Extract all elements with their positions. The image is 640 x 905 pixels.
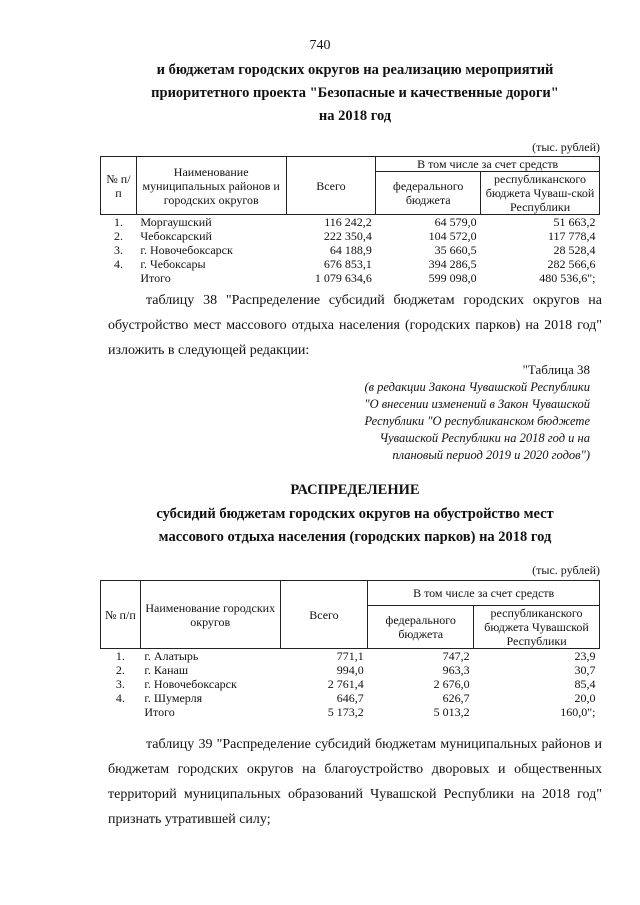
- heading1-line2: приоритетного проекта "Безопасные и качественные дороги": [151, 85, 559, 101]
- table-row: [101, 705, 600, 719]
- table1-cell-no: 3.: [113, 243, 123, 257]
- table2-header-total: Всего: [280, 581, 368, 649]
- table-row: [101, 649, 600, 664]
- table1-cell-total: 1 079 634,6: [314, 271, 372, 285]
- table2-cell-total: 5 173,2: [327, 705, 364, 719]
- table1-cell-total: 64 188,9: [329, 243, 372, 257]
- quote-line-1: (в редакции Закона Чувашской Республики: [364, 380, 590, 394]
- table-row: [101, 691, 600, 705]
- table1-cell-name: Итого: [140, 271, 171, 285]
- table2-cell-name: г. Новочебоксарск: [144, 677, 237, 691]
- table1: [100, 156, 600, 285]
- heading2-line3: массового отдыха населения (городских парков) на 2018 год: [158, 529, 552, 545]
- quote-line-5: плановый период 2019 и 2020 годов"): [392, 448, 590, 462]
- table1-cell-republic: 28 528,4: [553, 243, 596, 257]
- table2-header-name: Наименование городских округов: [140, 581, 280, 649]
- table2-cell-total: 2 761,4: [327, 677, 364, 691]
- table2-header-federal: федерального бюджета: [368, 606, 474, 649]
- table2-cell-no: 4.: [115, 691, 125, 705]
- heading1-line1: и бюджетам городских округов на реализацию мероприятий: [156, 62, 554, 78]
- table2-cell-republic: 23,9: [574, 649, 596, 663]
- table2-cell-no: 3.: [115, 677, 125, 691]
- table-row: [101, 663, 600, 677]
- table1-cell-republic: 51 663,2: [553, 215, 596, 229]
- table1-cell-total: 116 242,2: [324, 215, 372, 229]
- table1-cell-republic: 480 536,6";: [539, 271, 596, 285]
- table2-cell-name: г. Алатырь: [144, 649, 199, 663]
- table2-cell-no: 1.: [115, 649, 125, 663]
- table-row: [101, 271, 600, 285]
- table1-cell-federal: 35 660,5: [434, 243, 477, 257]
- table2-cell-name: Итого: [144, 705, 175, 719]
- table1-cell-name: г. Новочебоксарск: [140, 243, 233, 257]
- page-number: 740: [309, 38, 331, 53]
- table1-header-no: № п/п: [101, 157, 137, 215]
- table2-header-group: В том числе за счет средств: [368, 581, 600, 606]
- table2-header-no: № п/п: [101, 581, 141, 649]
- table2-cell-no: 2.: [115, 663, 125, 677]
- table1-cell-federal: 64 579,0: [434, 215, 477, 229]
- table2-cell-total: 646,7: [336, 691, 364, 705]
- table2-cell-total: 994,0: [336, 663, 364, 677]
- table1-cell-no: 4.: [113, 257, 123, 271]
- table1-cell-no: [101, 271, 137, 285]
- table2-cell-federal: 963,3: [442, 663, 470, 677]
- table2-cell-total: 771,1: [336, 649, 364, 663]
- table-row: [101, 215, 600, 230]
- heading2-line2: субсидий бюджетам городских округов на обустройство мест: [156, 506, 554, 522]
- paragraph1: [108, 288, 602, 363]
- quote-line-2: "О внесении изменений в Закон Чувашской: [364, 397, 590, 411]
- table1-cell-federal: 394 286,5: [428, 257, 477, 271]
- table1-cell-no: 2.: [113, 229, 123, 243]
- table-row: [101, 229, 600, 243]
- table2-unit: (тыс. рублей): [532, 563, 600, 577]
- heading1-line3: на 2018 год: [318, 108, 392, 124]
- table1-header-group: В том числе за счет средств: [376, 157, 600, 172]
- table2-cell-name: г. Шумерля: [144, 691, 203, 705]
- table1-unit: (тыс. рублей): [532, 140, 600, 154]
- table-row: [101, 243, 600, 257]
- table1-cell-name: г. Чебоксары: [140, 257, 206, 271]
- table-row: [101, 257, 600, 271]
- table1-cell-name: Чебоксарский: [140, 229, 212, 243]
- table2-cell-federal: 5 013,2: [433, 705, 470, 719]
- quote-line-4: Чувашской Республики на 2018 год и на: [379, 431, 590, 445]
- table1-cell-total: 222 350,4: [323, 229, 372, 243]
- paragraph2: [108, 732, 602, 832]
- table2-cell-republic: 30,7: [574, 663, 596, 677]
- table2: [100, 580, 600, 719]
- table1-cell-federal: 599 098,0: [428, 271, 477, 285]
- table1-cell-total: 676 853,1: [323, 257, 372, 271]
- paragraph2-text: таблицу 39 "Распределение субсидий бюджетам муниципальных районов и бюджетам городских округов на благоустройство дворовых и общественных территорий муниципальных образований Чувашской Республики на 2018 год" признать утратившей силу;: [108, 737, 602, 827]
- table2-cell-republic: 20,0: [574, 691, 596, 705]
- heading2-title: РАСПРЕДЕЛЕНИЕ: [290, 482, 420, 498]
- table2-cell-federal: 626,7: [442, 691, 470, 705]
- table2-cell-federal: 2 676,0: [433, 677, 470, 691]
- paragraph1-text: таблицу 38 "Распределение субсидий бюджетам городских округов на обустройство мест массового отдыха населения (городских парков) на 2018 год" изложить в следующей редакции:: [108, 293, 602, 358]
- table1-header-republic: республиканского бюджета Чуваш-ской Республики: [481, 172, 600, 215]
- table1-header-total: Всего: [286, 157, 376, 215]
- table2-cell-republic: 160,0";: [560, 705, 596, 719]
- table1-header-name: Наименование муниципальных районов и городских округов: [136, 157, 286, 215]
- table-row: [101, 677, 600, 691]
- table2-cell-federal: 747,2: [442, 649, 470, 663]
- table1-header-federal: федерального бюджета: [376, 172, 481, 215]
- quote-line-3: Республики "О республиканском бюджете: [364, 414, 590, 428]
- table2-cell-name: г. Канаш: [144, 663, 189, 677]
- table1-cell-name: Моргаушский: [140, 215, 212, 229]
- table1-cell-republic: 282 566,6: [547, 257, 596, 271]
- quote-title: "Таблица 38: [522, 362, 590, 377]
- table1-cell-republic: 117 778,4: [547, 229, 596, 243]
- table2-header-republic: республиканского бюджета Чувашской Республики: [474, 606, 600, 649]
- table2-cell-republic: 85,4: [574, 677, 596, 691]
- table1-cell-federal: 104 572,0: [428, 229, 477, 243]
- table1-cell-no: 1.: [113, 215, 123, 229]
- table2-cell-no: [101, 705, 141, 719]
